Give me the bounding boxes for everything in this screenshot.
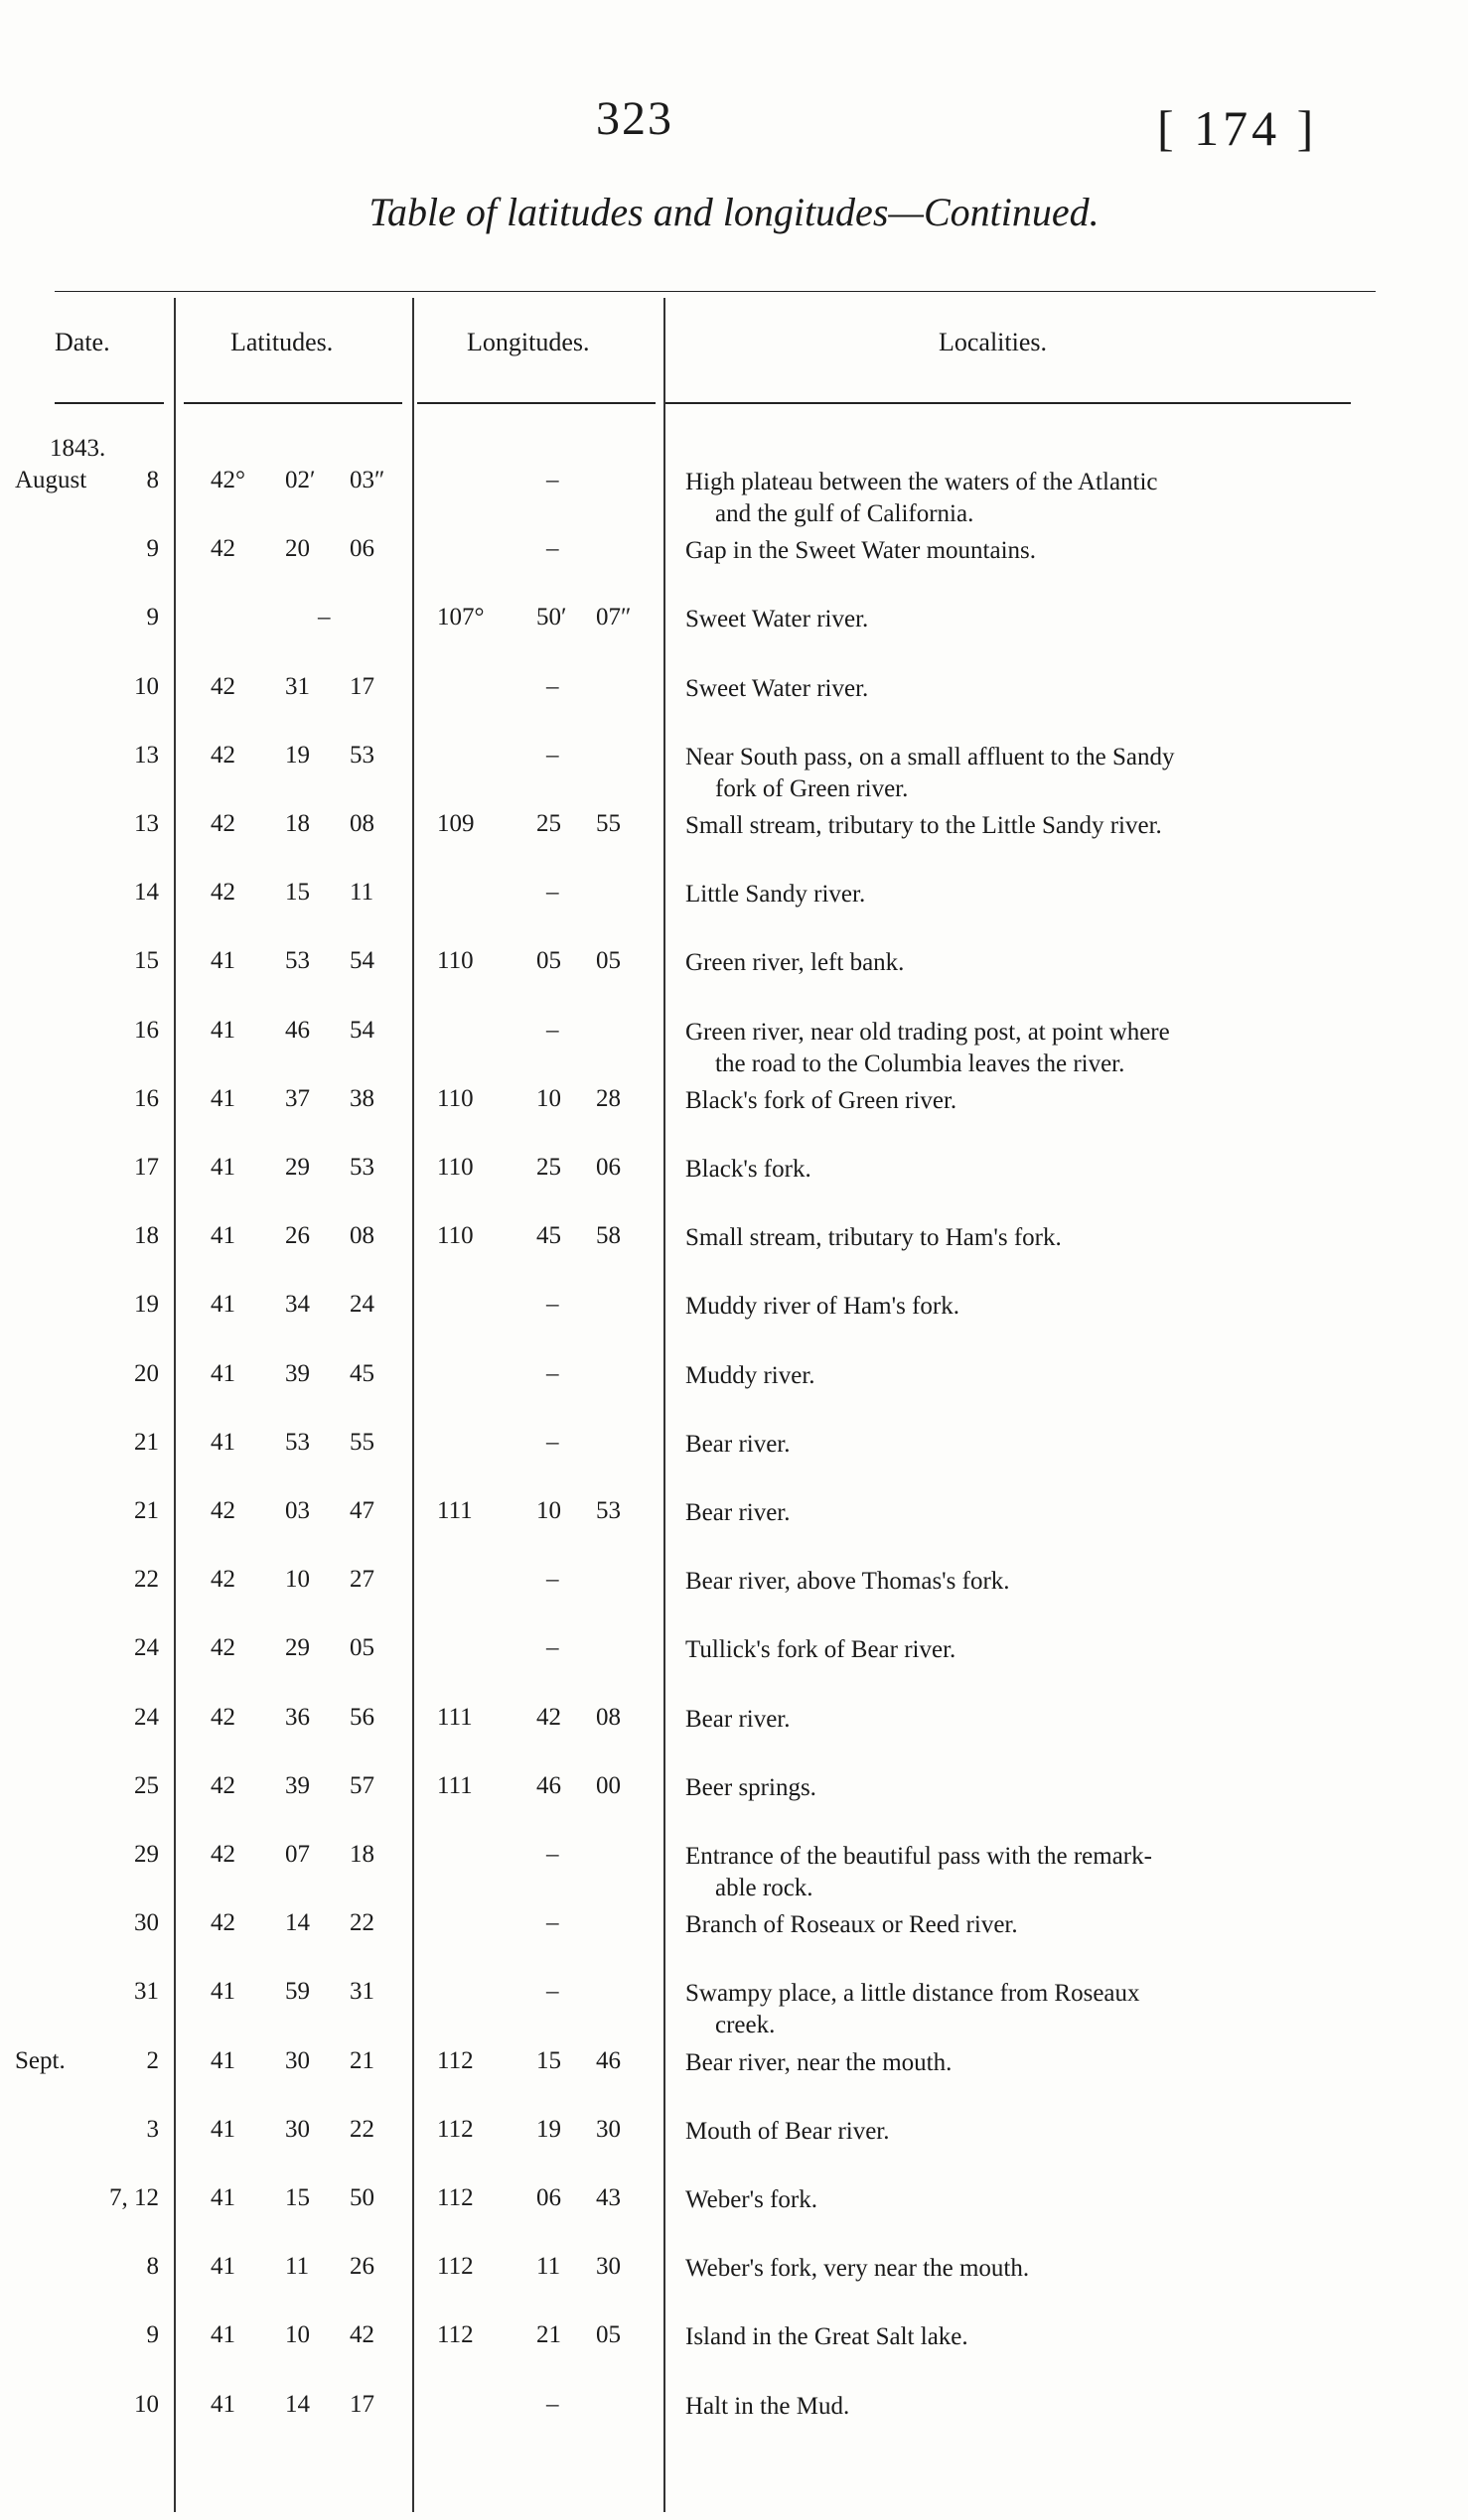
lon-dash: – [546, 467, 559, 493]
lat-degrees: 41 [211, 1429, 235, 1456]
row-day: 8 [146, 467, 159, 493]
lat-seconds: 06 [350, 535, 374, 562]
row-day: 30 [134, 1909, 159, 1936]
lon-seconds: 30 [596, 2116, 621, 2143]
lon-dash: – [546, 1360, 559, 1387]
lat-seconds: 56 [350, 1704, 374, 1731]
lon-degrees: 111 [437, 1704, 473, 1731]
lat-degrees: 42 [211, 1704, 235, 1731]
row-day: 13 [134, 742, 159, 769]
locality-line: Muddy river of Ham's fork. [685, 1293, 959, 1320]
lat-seconds: 17 [350, 673, 374, 700]
lon-minutes: 46 [536, 1772, 561, 1799]
lat-seconds: 03″ [350, 467, 385, 493]
lon-seconds: 07″ [596, 604, 632, 630]
lat-seconds: 54 [350, 947, 374, 974]
lon-dash: – [546, 879, 559, 906]
lon-dash: – [546, 1017, 559, 1044]
locality-line: Small stream, tributary to Ham's fork. [685, 1224, 1062, 1251]
lat-minutes: 29 [285, 1634, 310, 1661]
locality-line: Bear river. [685, 1706, 791, 1733]
row-day: 9 [146, 535, 159, 562]
locality-line: Island in the Great Salt lake. [685, 2323, 968, 2350]
lat-degrees: 42 [211, 810, 235, 837]
locality-line: Black's fork. [685, 1156, 811, 1183]
lat-degrees: 42 [211, 535, 235, 562]
lat-seconds: 55 [350, 1429, 374, 1456]
lon-seconds: 05 [596, 2321, 621, 2348]
locality-line: High plateau between the waters of the Atlantic [685, 469, 1158, 495]
lat-minutes: 26 [285, 1222, 310, 1249]
locality-continuation: creek. [715, 2012, 776, 2038]
lon-minutes: 15 [536, 2047, 561, 2074]
lat-seconds: 53 [350, 1154, 374, 1181]
lat-minutes: 37 [285, 1085, 310, 1112]
lon-seconds: 55 [596, 810, 621, 837]
lat-degrees: 41 [211, 1978, 235, 2005]
row-day: 24 [134, 1634, 159, 1661]
row-day: 15 [134, 947, 159, 974]
lat-seconds: 21 [350, 2047, 374, 2074]
locality-line: Weber's fork. [685, 2186, 817, 2213]
lat-degrees: 41 [211, 2391, 235, 2418]
lat-degrees: 41 [211, 1222, 235, 1249]
top-rule [55, 291, 1376, 292]
locality-text [685, 1634, 1400, 1666]
locality-line: Halt in the Mud. [685, 2393, 850, 2420]
lon-dash: – [546, 1841, 559, 1868]
locality-text [685, 2391, 1400, 2423]
locality-line: Muddy river. [685, 1362, 815, 1389]
lat-degrees: 41 [211, 1360, 235, 1387]
locality-text [685, 1978, 1400, 2041]
locality-text [685, 2116, 1400, 2148]
lat-degrees: 42 [211, 673, 235, 700]
locality-text [685, 1085, 1400, 1117]
locality-continuation: and the gulf of California. [715, 500, 974, 527]
lat-seconds: 24 [350, 1291, 374, 1318]
locality-text [685, 1909, 1400, 1941]
lat-seconds: 45 [350, 1360, 374, 1387]
lat-minutes: 03 [285, 1497, 310, 1524]
lon-degrees: 111 [437, 1772, 473, 1799]
lat-minutes: 46 [285, 1017, 310, 1044]
lat-minutes: 39 [285, 1772, 310, 1799]
year-label: 1843. [50, 435, 106, 462]
lon-seconds: 30 [596, 2253, 621, 2280]
row-day: 9 [146, 604, 159, 630]
lat-minutes: 30 [285, 2116, 310, 2143]
lat-minutes: 14 [285, 1909, 310, 1936]
lat-degrees: 42 [211, 1772, 235, 1799]
lon-seconds: 06 [596, 1154, 621, 1181]
locality-line: Bear river, above Thomas's fork. [685, 1568, 1010, 1595]
lon-dash: – [546, 1978, 559, 2005]
column-divider-2 [412, 298, 414, 2512]
lat-degrees: 42 [211, 1634, 235, 1661]
lon-dash: – [546, 535, 559, 562]
locality-continuation: able rock. [715, 1875, 813, 1901]
page-number: 323 [596, 92, 673, 145]
locality-continuation: fork of Green river. [715, 775, 909, 802]
locality-line: Swampy place, a little distance from Roseaux [685, 1980, 1140, 2007]
lon-dash: – [546, 1566, 559, 1593]
lat-degrees: 41 [211, 1291, 235, 1318]
lon-minutes: 21 [536, 2321, 561, 2348]
lon-dash: – [546, 1634, 559, 1661]
locality-text [685, 1017, 1400, 1080]
locality-line: Bear river, near the mouth. [685, 2049, 953, 2076]
lat-degrees: 41 [211, 2321, 235, 2348]
lon-seconds: 00 [596, 1772, 621, 1799]
locality-line: Black's fork of Green river. [685, 1087, 957, 1114]
locality-line: Branch of Roseaux or Reed river. [685, 1911, 1018, 1938]
lon-seconds: 28 [596, 1085, 621, 1112]
lon-minutes: 42 [536, 1704, 561, 1731]
lat-seconds: 27 [350, 1566, 374, 1593]
header-rule-date [55, 402, 164, 404]
row-day: 3 [146, 2116, 159, 2143]
locality-text [685, 2321, 1400, 2353]
locality-line: Small stream, tributary to the Little Sandy river. [685, 812, 1162, 839]
lat-seconds: 31 [350, 1978, 374, 2005]
locality-text [685, 1222, 1400, 1254]
lat-minutes: 19 [285, 742, 310, 769]
lon-minutes: 45 [536, 1222, 561, 1249]
lon-seconds: 46 [596, 2047, 621, 2074]
locality-text [685, 742, 1400, 805]
locality-line: Near South pass, on a small affluent to the Sandy [685, 744, 1175, 770]
row-month: August [15, 467, 87, 493]
row-day: 14 [134, 879, 159, 906]
lat-degrees: 41 [211, 2116, 235, 2143]
lon-minutes: 05 [536, 947, 561, 974]
lon-seconds: 58 [596, 1222, 621, 1249]
lat-minutes: 15 [285, 2184, 310, 2211]
row-day: 18 [134, 1222, 159, 1249]
row-day: 16 [134, 1017, 159, 1044]
lat-dash: – [318, 604, 331, 630]
lat-degrees: 42° [211, 467, 245, 493]
lon-degrees: 112 [437, 2116, 474, 2143]
row-day: 9 [146, 2321, 159, 2348]
row-day: 31 [134, 1978, 159, 2005]
lon-degrees: 110 [437, 1154, 474, 1181]
row-day: 2 [146, 2047, 159, 2074]
row-day: 29 [134, 1841, 159, 1868]
locality-line: Green river, left bank. [685, 949, 905, 976]
lon-degrees: 112 [437, 2321, 474, 2348]
lat-minutes: 59 [285, 1978, 310, 2005]
locality-text [685, 1154, 1400, 1186]
lon-minutes: 25 [536, 810, 561, 837]
locality-line: Green river, near old trading post, at point where [685, 1019, 1170, 1046]
lat-degrees: 42 [211, 1841, 235, 1868]
locality-text [685, 1704, 1400, 1736]
locality-text [685, 1841, 1400, 1904]
lat-minutes: 34 [285, 1291, 310, 1318]
locality-text [685, 1566, 1400, 1598]
header-rule-lat [184, 402, 402, 404]
row-day: 17 [134, 1154, 159, 1181]
row-day: 10 [134, 2391, 159, 2418]
header-longitudes: Longitudes. [467, 328, 590, 356]
locality-line: Bear river. [685, 1431, 791, 1458]
lat-degrees: 42 [211, 1909, 235, 1936]
lat-degrees: 42 [211, 1497, 235, 1524]
lat-seconds: 17 [350, 2391, 374, 2418]
header-rule-loc [665, 402, 1351, 404]
lat-minutes: 18 [285, 810, 310, 837]
lon-dash: – [546, 1429, 559, 1456]
row-day: 16 [134, 1085, 159, 1112]
row-day: 24 [134, 1704, 159, 1731]
lon-seconds: 43 [596, 2184, 621, 2211]
locality-line: Entrance of the beautiful pass with the remark- [685, 1843, 1152, 1870]
row-day: 22 [134, 1566, 159, 1593]
lon-degrees: 112 [437, 2184, 474, 2211]
lon-minutes: 19 [536, 2116, 561, 2143]
lon-degrees: 112 [437, 2253, 474, 2280]
column-divider-1 [174, 298, 176, 2512]
locality-text [685, 2184, 1400, 2216]
lon-seconds: 53 [596, 1497, 621, 1524]
lon-dash: – [546, 1909, 559, 1936]
lat-minutes: 07 [285, 1841, 310, 1868]
lat-seconds: 54 [350, 1017, 374, 1044]
lon-degrees: 110 [437, 947, 474, 974]
locality-line: Tullick's fork of Bear river. [685, 1636, 956, 1663]
lat-minutes: 20 [285, 535, 310, 562]
lat-degrees: 41 [211, 2047, 235, 2074]
locality-text [685, 947, 1400, 979]
lon-dash: – [546, 2391, 559, 2418]
lat-degrees: 42 [211, 1566, 235, 1593]
row-day: 20 [134, 1360, 159, 1387]
lat-seconds: 42 [350, 2321, 374, 2348]
lat-minutes: 02′ [285, 467, 316, 493]
locality-text [685, 535, 1400, 567]
document-number: [ 174 ] [1157, 100, 1318, 156]
row-day: 7, 12 [109, 2184, 159, 2211]
lat-seconds: 08 [350, 810, 374, 837]
row-day: 21 [134, 1497, 159, 1524]
lat-degrees: 41 [211, 1154, 235, 1181]
lat-degrees: 41 [211, 1017, 235, 1044]
lat-seconds: 47 [350, 1497, 374, 1524]
lat-minutes: 31 [285, 673, 310, 700]
lat-seconds: 26 [350, 2253, 374, 2280]
locality-line: Mouth of Bear river. [685, 2118, 890, 2145]
lon-minutes: 10 [536, 1085, 561, 1112]
row-day: 25 [134, 1772, 159, 1799]
lat-degrees: 41 [211, 2253, 235, 2280]
locality-line: Sweet Water river. [685, 675, 869, 702]
row-day: 19 [134, 1291, 159, 1318]
lat-seconds: 38 [350, 1085, 374, 1112]
lat-degrees: 42 [211, 742, 235, 769]
lat-seconds: 18 [350, 1841, 374, 1868]
lat-minutes: 10 [285, 2321, 310, 2348]
row-day: 10 [134, 673, 159, 700]
row-day: 8 [146, 2253, 159, 2280]
row-day: 13 [134, 810, 159, 837]
lon-seconds: 05 [596, 947, 621, 974]
lat-seconds: 57 [350, 1772, 374, 1799]
page-title: Table of latitudes and longitudes—Continued. [368, 190, 1100, 234]
lon-dash: – [546, 673, 559, 700]
lat-minutes: 36 [285, 1704, 310, 1731]
header-date: Date. [55, 328, 110, 356]
locality-text [685, 1291, 1400, 1323]
lon-degrees: 111 [437, 1497, 473, 1524]
lon-degrees: 109 [437, 810, 475, 837]
lon-degrees: 112 [437, 2047, 474, 2074]
locality-text [685, 1772, 1400, 1804]
lat-seconds: 53 [350, 742, 374, 769]
lat-degrees: 42 [211, 879, 235, 906]
locality-line: Sweet Water river. [685, 606, 869, 632]
locality-text [685, 1497, 1400, 1529]
locality-text [685, 673, 1400, 705]
lon-dash: – [546, 1291, 559, 1318]
lat-minutes: 14 [285, 2391, 310, 2418]
locality-line: Beer springs. [685, 1774, 816, 1801]
lat-minutes: 11 [285, 2253, 310, 2280]
lat-degrees: 41 [211, 947, 235, 974]
lat-degrees: 41 [211, 1085, 235, 1112]
lat-degrees: 41 [211, 2184, 235, 2211]
lat-minutes: 53 [285, 947, 310, 974]
lon-degrees: 110 [437, 1085, 474, 1112]
lon-minutes: 11 [536, 2253, 561, 2280]
locality-text [685, 2253, 1400, 2285]
lat-minutes: 10 [285, 1566, 310, 1593]
lon-minutes: 10 [536, 1497, 561, 1524]
lat-seconds: 22 [350, 2116, 374, 2143]
locality-continuation: the road to the Columbia leaves the river. [715, 1050, 1125, 1077]
row-month: Sept. [15, 2047, 66, 2074]
lat-seconds: 08 [350, 1222, 374, 1249]
lon-degrees: 107° [437, 604, 485, 630]
lon-dash: – [546, 742, 559, 769]
header-latitudes: Latitudes. [230, 328, 334, 356]
column-divider-3 [663, 298, 665, 2512]
locality-line: Bear river. [685, 1499, 791, 1526]
lat-minutes: 29 [285, 1154, 310, 1181]
row-day: 21 [134, 1429, 159, 1456]
header-localities: Localities. [939, 328, 1048, 356]
lat-minutes: 30 [285, 2047, 310, 2074]
lat-seconds: 11 [350, 879, 374, 906]
lat-seconds: 22 [350, 1909, 374, 1936]
locality-text [685, 604, 1400, 635]
lat-minutes: 53 [285, 1429, 310, 1456]
lat-seconds: 05 [350, 1634, 374, 1661]
lat-seconds: 50 [350, 2184, 374, 2211]
lon-minutes: 50′ [536, 604, 567, 630]
lat-minutes: 15 [285, 879, 310, 906]
locality-text [685, 467, 1400, 530]
locality-line: Gap in the Sweet Water mountains. [685, 537, 1037, 564]
locality-text [685, 879, 1400, 910]
header-rule-lon [417, 402, 656, 404]
locality-line: Weber's fork, very near the mouth. [685, 2255, 1030, 2282]
locality-text [685, 2047, 1400, 2079]
lon-degrees: 110 [437, 1222, 474, 1249]
locality-text [685, 810, 1400, 842]
lon-seconds: 08 [596, 1704, 621, 1731]
locality-line: Little Sandy river. [685, 881, 866, 908]
lat-minutes: 39 [285, 1360, 310, 1387]
lon-minutes: 06 [536, 2184, 561, 2211]
locality-text [685, 1429, 1400, 1461]
locality-text [685, 1360, 1400, 1392]
lon-minutes: 25 [536, 1154, 561, 1181]
